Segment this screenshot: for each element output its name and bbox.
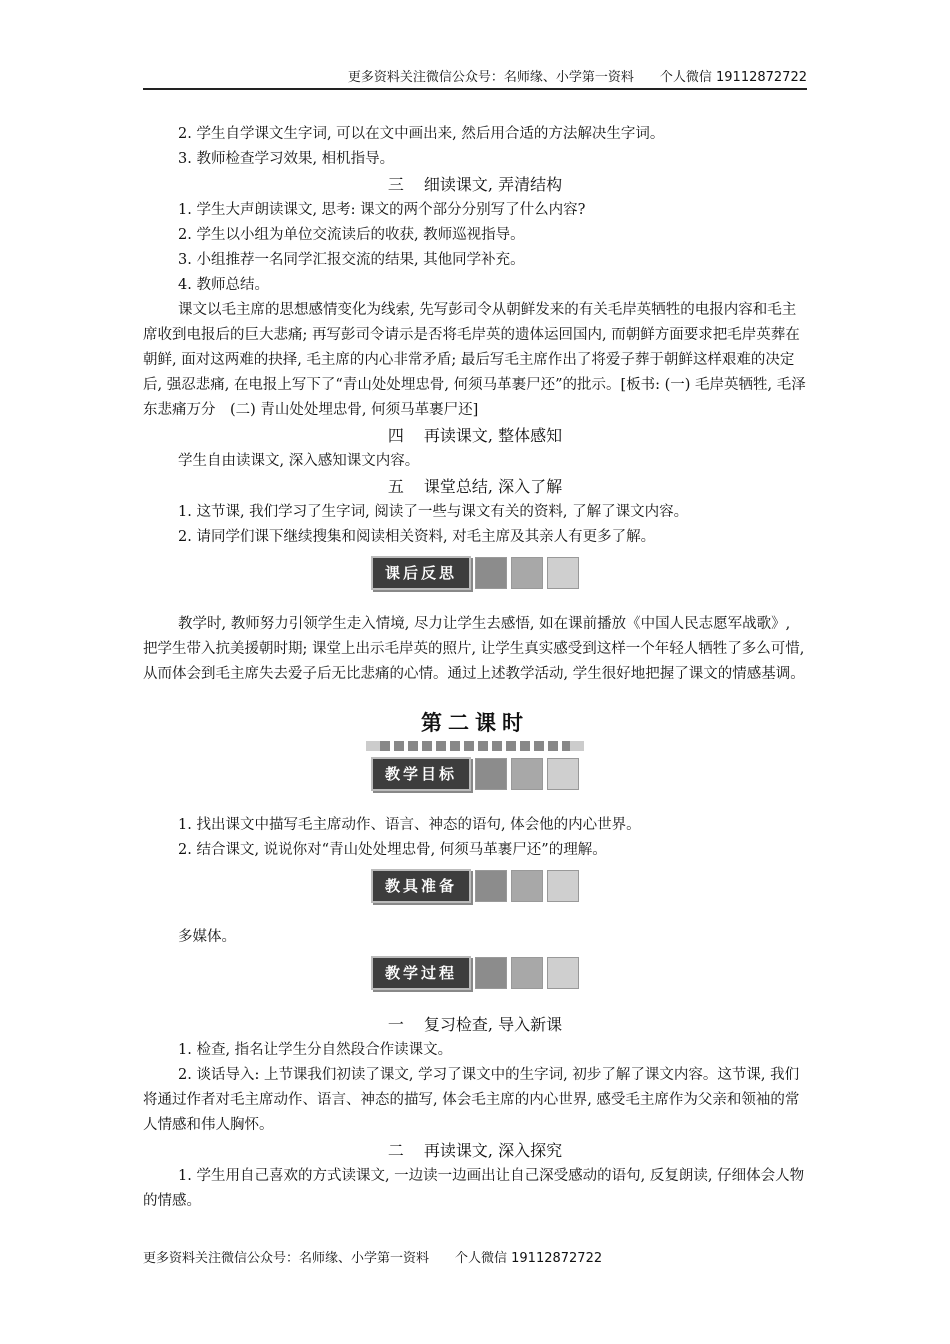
paragraph: 多媒体。 [178,929,236,945]
tools-banner [371,869,807,903]
paragraph: 1. 学生用自己喜欢的方式读课文, 一边读一边画出让自己深受感动的语句, 反复朗读, 仔细体会人物的情感。 [143,1168,805,1209]
banner-square [475,758,507,790]
paragraph: 1. 找出课文中描写毛主席动作、语言、神态的语句, 体会他的内心世界。 [178,817,641,833]
paragraph: 学生自由读课文, 深入感知课文内容。 [178,453,420,469]
main-content [143,122,807,1214]
paragraph: 4. 教师总结。 [178,277,269,293]
paragraph: 2. 学生自学课文生字词, 可以在文中画出来, 然后用合适的方法解决生字词。 [178,126,665,142]
paragraph: 2. 学生以小组为单位交流读后的收获, 教师巡视指导。 [178,227,525,243]
banner-square [475,870,507,902]
paragraph: 3. 教师检查学习效果, 相机指导。 [178,151,395,167]
banner-square [511,557,543,589]
reflection-banner [371,556,807,590]
section-heading: 四 再读课文, 整体感知 [387,426,563,445]
banner-label: 教具准备 [371,869,471,903]
header-text: 更多资料关注微信公众号：名师缘、小学第一资料 个人微信 19112872722 [347,70,807,85]
section-heading: 三 细读课文, 弄清结构 [387,175,563,194]
banner-square [475,557,507,589]
section-heading: 二 再读课文, 深入探究 [387,1141,563,1160]
paragraph: 1. 这节课, 我们学习了生字词, 阅读了一些与课文有关的资料, 了解了课文内容。 [178,504,689,520]
banner-square [511,957,543,989]
paragraph: 2. 请同学们课下继续搜集和阅读相关资料, 对毛主席及其亲人有更多了解。 [178,529,656,545]
banner-square [547,557,579,589]
banner-label: 课后反思 [371,556,471,590]
banner-square [475,957,507,989]
paragraph: 2. 结合课文, 说说你对“青山处处埋忠骨, 何须马革裹尸还”的理解。 [178,842,607,858]
process-banner [371,956,807,990]
banner-square [511,870,543,902]
banner-square [547,957,579,989]
paragraph: 3. 小组推荐一名同学汇报交流的结果, 其他同学补充。 [178,252,525,268]
paragraph: 2. 谈话导入: 上节课我们初读了课文, 学习了课文中的生字词, 初步了解了课文内容。这节课, 我们将通过作者对毛主席动作、语言、神态的描写, 体会毛主席的内心世界, 感受毛主席作为父亲和领袖的常人情感和伟人胸怀。 [143,1067,800,1133]
objectives-banner [371,757,807,791]
banner-label: 教学过程 [371,956,471,990]
banner-square [547,870,579,902]
paragraph: 1. 学生大声朗读课文, 思考: 课文的两个部分分别写了什么内容? [178,202,586,218]
page-header [143,66,807,90]
banner-square [547,758,579,790]
paragraph: 课文以毛主席的思想感情变化为线索, 先写彭司令从朝鲜发来的有关毛岸英牺牲的电报内容和毛主席收到电报后的巨大悲痛; 再写彭司令请示是否将毛岸英的遗体运回国内, 而朝鲜方面要求把毛岸英葬在朝鲜, 面对这两难的抉择, 毛主席的内心非常矛盾; 最后写毛主席作出了将爱子葬于朝鲜这样艰难的决定后, 强忍悲痛, 在电报上写下了“青山处处埋忠骨, 何须马革裹尸还”的批示。[板书: (一) 毛岸英牺牲, 毛泽东悲痛万分 (二) 青山处处埋忠骨, 何须马革裹尸还] [143,302,806,418]
lesson-title-bar [366,741,584,751]
section-heading: 五 课堂总结, 深入了解 [387,477,563,496]
paragraph: 1. 检查, 指名让学生分自然段合作读课文。 [178,1042,453,1058]
lesson-title-text: 第二课时 [421,711,529,735]
page-footer [143,1247,602,1266]
banner-label: 教学目标 [371,757,471,791]
paragraph: 教学时, 教师努力引领学生走入情境, 尽力让学生去感悟, 如在课前播放《中国人民志愿军战歌》, 把学生带入抗美援朝时期; 课堂上出示毛岸英的照片, 让学生真实感受到这样一个年轻人牺牲了多么可惜, 从而体会到毛主席失去爱子后无比悲痛的心情。通过上述教学活动, 学生很好地把握了课文的情感基调。 [143,616,805,682]
lesson-title [143,707,807,751]
banner-square [511,758,543,790]
section-heading: 一 复习检查, 导入新课 [387,1015,563,1034]
footer-text: 更多资料关注微信公众号：名师缘、小学第一资料 个人微信 19112872722 [143,1251,603,1266]
